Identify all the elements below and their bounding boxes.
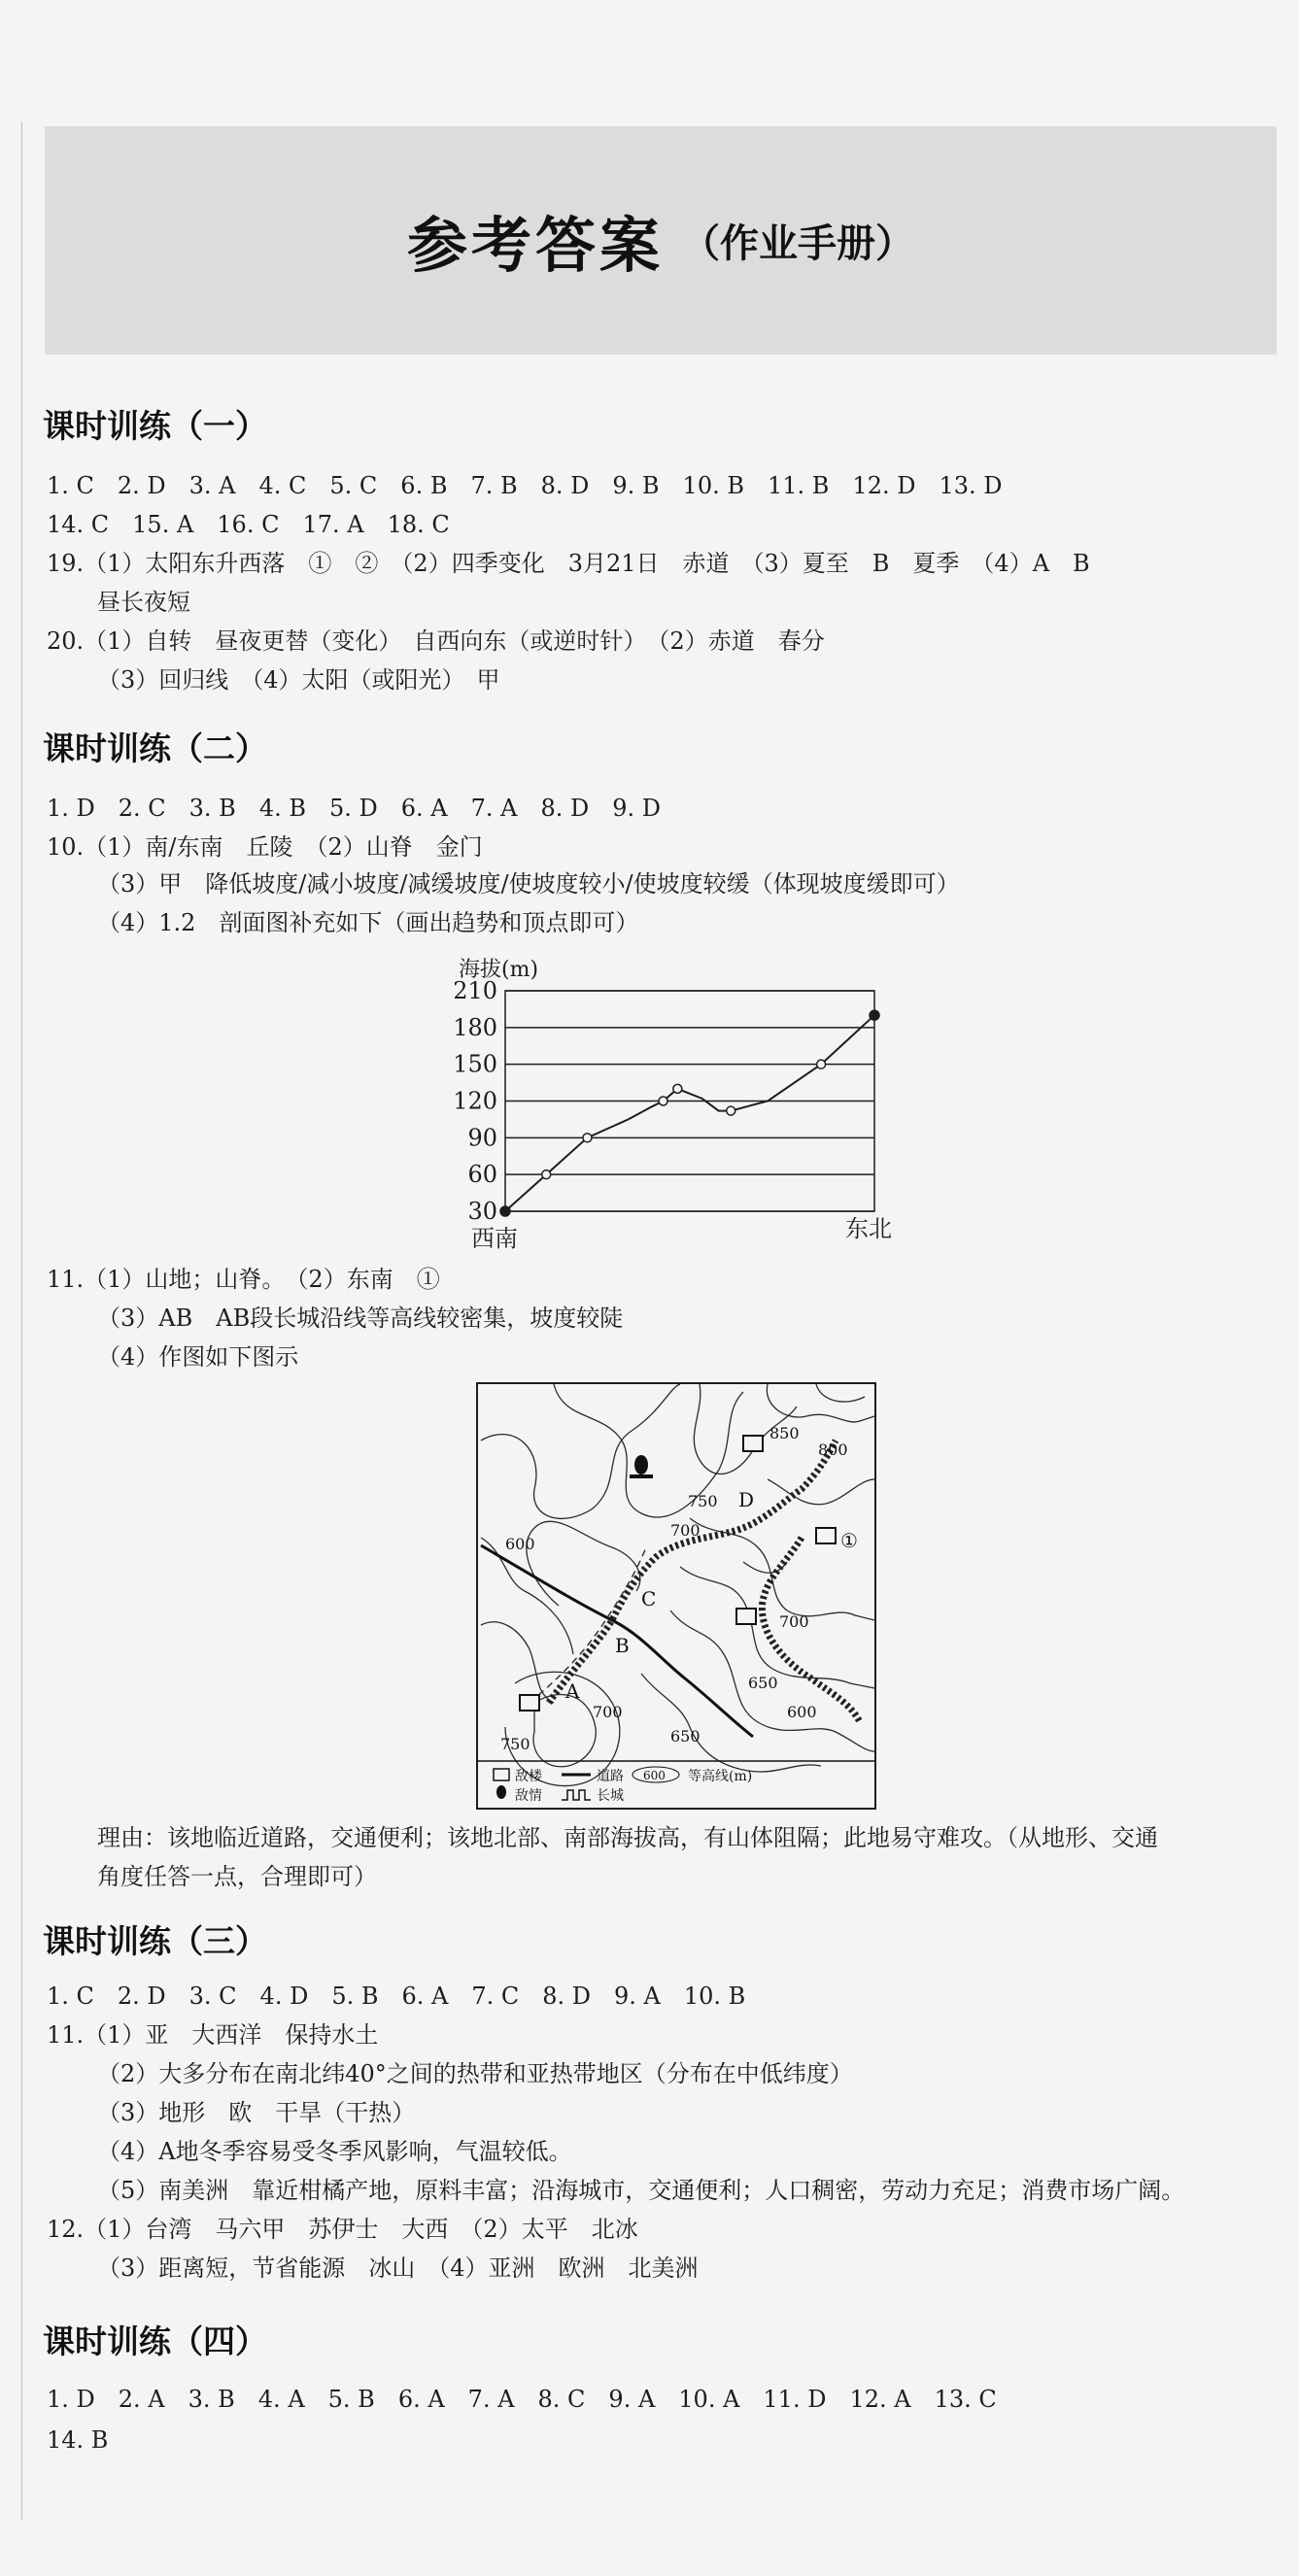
profile-chart	[427, 947, 913, 1272]
point-label: B	[615, 1634, 630, 1657]
point-label: D	[738, 1488, 755, 1511]
point-label: C	[641, 1587, 657, 1610]
answer-line: （4）A地冬季容易受冬季风影响，气温较低。	[97, 2138, 572, 2165]
tower-icon	[816, 1528, 836, 1543]
legend-contour: 等高线(m)	[688, 1769, 753, 1784]
answer-line: （3）AB AB段长城沿线等高线较密集，坡度较陡	[97, 1305, 624, 1332]
chart-point	[727, 1106, 735, 1115]
answer-line: 12.（1）台湾 马六甲 苏伊士 大西 （2）太平 北冰	[47, 2216, 638, 2243]
answer-line: （5）南美洲 靠近柑橘产地，原料丰富；沿海城市，交通便利；人口稠密，劳动力充足；消费市场广阔。	[97, 2177, 1185, 2204]
answer-line: 1. D 2. A 3. B 4. A 5. B 6. A 7. A 8. C 9. A 10. A 11. D 12. A 13. C	[47, 2386, 997, 2413]
answer-line: 角度任答一点，合理即可）	[97, 1863, 377, 1890]
chart-tick-label: 150	[453, 1050, 497, 1078]
answer-line: 1. D 2. C 3. B 4. B 5. D 6. A 7. A 8. D 9. D	[47, 795, 662, 822]
answer-line: （3）甲 降低坡度/减小坡度/减缓坡度/使坡度较小/使坡度较缓（体现坡度缓即可）	[97, 870, 960, 898]
chart-points	[500, 1010, 879, 1216]
answer-line: 20.（1）自转 昼夜更替（变化） 自西向东（或逆时针） （2）赤道 春分	[47, 627, 825, 655]
contour-label: 750	[500, 1735, 530, 1753]
contour-label: 700	[593, 1703, 623, 1721]
contour-label: 650	[670, 1727, 701, 1746]
answer-line: 14. C 15. A 16. C 17. A 18. C	[47, 511, 450, 538]
chart-point	[817, 1060, 826, 1068]
title-banner	[45, 126, 1277, 355]
page-subtitle: （作业手册）	[681, 221, 914, 266]
legend-enemy: 敌情	[515, 1788, 542, 1804]
answer-line: 11.（1）山地；山脊。 （2）东南 ①	[47, 1266, 440, 1293]
page-title: 参考答案	[406, 210, 664, 281]
chart-series-line	[505, 1015, 874, 1211]
section-heading-2: 课时训练（二）	[43, 729, 267, 767]
chart-tick-label: 180	[453, 1013, 497, 1041]
contour-label: 700	[670, 1521, 701, 1540]
legend-tower: 敌楼	[515, 1769, 542, 1784]
section-heading-3: 课时训练（三）	[43, 1922, 267, 1960]
legend-wall: 长城	[597, 1788, 624, 1804]
answer-line: 1. C 2. D 3. C 4. D 5. B 6. A 7. C 8. D 9. A 10. B	[47, 1983, 746, 2010]
chart-x-start-label: 西南	[471, 1225, 518, 1252]
chart-tick-labels	[453, 977, 497, 1225]
legend-road: 道路	[597, 1769, 624, 1784]
answer-line: （2）大多分布在南北纬40°之间的热带和亚热带地区（分布在中低纬度）	[97, 2060, 853, 2087]
answer-line: 昼长夜短	[97, 589, 190, 616]
chart-tick-label: 30	[467, 1198, 497, 1225]
answer-line: 理由：该地临近道路，交通便利；该地北部、南部海拔高，有山体阻隔；此地易守难攻。（从地形、交通	[97, 1824, 1158, 1851]
left-margin-line	[21, 121, 22, 2521]
chart-x-end-label: 东北	[845, 1215, 892, 1242]
chart-tick-label: 60	[467, 1161, 497, 1189]
answer-line: （3）距离短，节省能源 冰山 （4）亚洲 欧洲 北美洲	[97, 2254, 699, 2282]
answer-line: 11.（1）亚 大西洋 保持水土	[47, 2021, 379, 2049]
answer-line: （3）地形 欧 干旱（干热）	[97, 2099, 416, 2126]
chart-grid	[505, 991, 874, 1211]
point-label: A	[565, 1679, 580, 1703]
legend-contour-sample: 600	[643, 1769, 666, 1782]
answer-line: 1. C 2. D 3. A 4. C 5. C 6. B 7. B 8. D 9. B 10. B 11. B 12. D 13. D	[47, 472, 1003, 499]
contour-label: 600	[505, 1535, 535, 1553]
chart-tick-label: 210	[453, 977, 497, 1004]
contour-label: 850	[769, 1424, 800, 1442]
chart-tick-label: 120	[453, 1087, 497, 1115]
contour-label: 800	[818, 1441, 848, 1459]
tower-icon	[743, 1436, 763, 1451]
answer-line: 10.（1）南/东南 丘陵 （2）山脊 金门	[47, 833, 483, 861]
contour-label: 700	[779, 1612, 809, 1631]
chart-point	[583, 1134, 592, 1142]
answer-line: （4）作图如下图示	[97, 1343, 299, 1371]
chart-point	[500, 1206, 510, 1216]
answer-line: 19.（1）太阳东升西落 ① ② （2）四季变化 3月21日 赤道 （3）夏至 B 夏季 （4）A B	[47, 550, 1090, 577]
answer-line: 14. B	[47, 2426, 109, 2454]
answer-line: （4）1.2 剖面图补充如下（画出趋势和顶点即可）	[97, 909, 639, 936]
chart-point	[673, 1084, 682, 1093]
chart-tick-label: 90	[467, 1124, 497, 1152]
contour-label: 650	[748, 1674, 778, 1692]
section-heading-4: 课时训练（四）	[43, 2322, 267, 2360]
chart-point	[659, 1097, 667, 1105]
chart-point	[870, 1010, 879, 1020]
chart-ylabel: 海拔(m)	[459, 958, 539, 982]
contour-label: 750	[688, 1492, 718, 1510]
point-label: ①	[840, 1529, 858, 1552]
section-heading-1: 课时训练（一）	[43, 407, 267, 445]
chart-point	[542, 1170, 551, 1179]
tower-icon	[736, 1609, 756, 1624]
tower-icon	[520, 1695, 539, 1711]
answer-line: （3）回归线 （4）太阳（或阳光） 甲	[97, 666, 500, 694]
contour-map	[476, 1382, 876, 1810]
contour-label: 600	[787, 1703, 817, 1721]
